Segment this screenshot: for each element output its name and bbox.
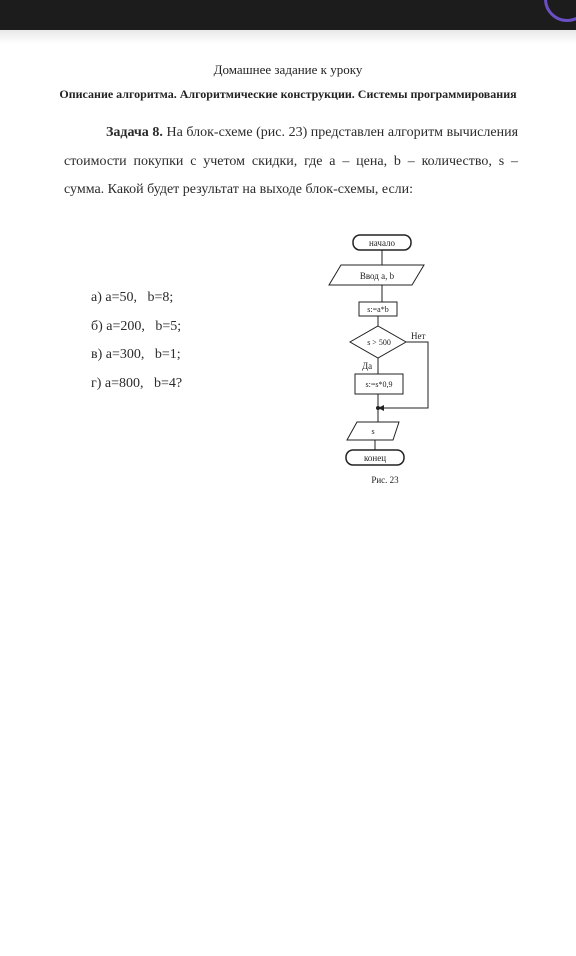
merge-arrow-icon <box>378 405 384 411</box>
end-label: конец <box>363 453 387 463</box>
task-number: Задача 8. <box>106 125 163 140</box>
top-bar <box>0 0 576 30</box>
assign-label: s:=a*b <box>367 305 389 314</box>
start-label: начало <box>368 238 396 248</box>
condition-label: s > 500 <box>367 338 391 347</box>
output-label: s <box>371 427 375 436</box>
yes-label: Да <box>362 361 373 371</box>
task-statement <box>64 119 518 205</box>
variant-c: в) a=300, b=1; <box>91 347 181 362</box>
doc-header: Домашнее задание к уроку <box>213 62 363 77</box>
figure-caption: Рис. 23 <box>371 475 399 485</box>
variant-b: б) a=200, b=5; <box>91 318 182 334</box>
no-branch-line <box>380 342 428 408</box>
corner-accent-decoration <box>544 0 576 22</box>
discount-label: s:=s*0,9 <box>365 380 393 389</box>
flowchart <box>325 226 445 492</box>
variants-list <box>91 284 182 398</box>
input-label: Ввод a, b <box>359 271 395 281</box>
variant-a: а) a=50, b=8; <box>91 290 174 305</box>
no-label: Нет <box>411 331 426 341</box>
variant-d: г) a=800, b=4? <box>91 375 183 391</box>
doc-subtitle: Описание алгоритма. Алгоритмические конструкции. Системы программирования <box>59 87 517 101</box>
task-body: На блок-схеме (рис. 23) представлен алгоритм вычисления стоимости покупки с учетом скидки, где a – цена, b – количество, s – сумма. Какой будет результат на выходе блок-схемы, если: <box>64 125 519 197</box>
